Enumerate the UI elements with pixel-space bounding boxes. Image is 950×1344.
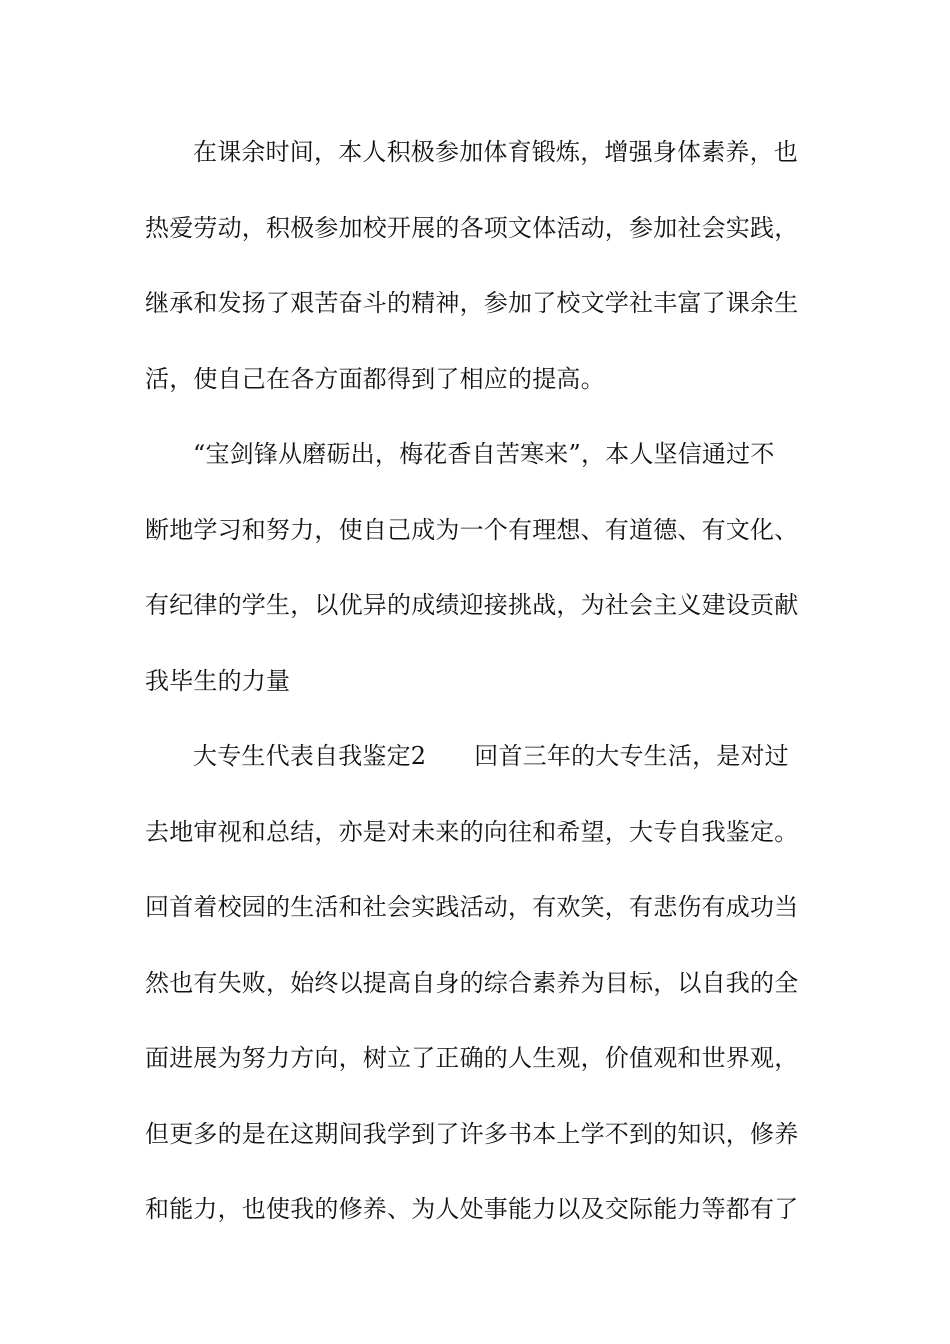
- paragraph-line: 断地学习和努力，使自己成为一个有理想、有道德、有文化、: [145, 515, 799, 544]
- paragraph-line: “宝剑锋从磨砺出，梅花香自苦寒来”，本人坚信通过不: [193, 440, 775, 468]
- paragraph-line: 有纪律的学生，以优异的成绩迎接挑战，为社会主义建设贡献: [145, 591, 799, 619]
- paragraph-line: 继承和发扬了艰苦奋斗的精神，参加了校文学社丰富了课余生: [145, 289, 799, 317]
- document-body: [145, 126, 807, 1259]
- section-heading-line: [145, 730, 807, 806]
- paragraph-line: 热爱劳动，积极参加校开展的各项文体活动，参加社会实践，: [145, 213, 799, 242]
- section-heading: 大专生代表自我鉴定2: [193, 742, 427, 770]
- paragraph-line: 去地审视和总结，亦是对未来的向往和希望，大专自我鉴定。: [145, 817, 799, 846]
- paragraph-line: 但更多的是在这期间我学到了许多书本上学不到的知识，修养: [145, 1119, 799, 1148]
- paragraph-line: 面进展为努力方向，树立了正确的人生观，价值观和世界观，: [145, 1044, 799, 1072]
- paragraph-line: 然也有失败，始终以提高自身的综合素养为目标，以自我的全: [145, 968, 799, 997]
- paragraph-line: 我毕生的力量: [145, 666, 291, 695]
- paragraph-line: 活，使自己在各方面都得到了相应的提高。: [145, 364, 605, 393]
- paragraph-line: 回首着校园的生活和社会实践活动，有欢笑，有悲伤有成功当: [145, 893, 799, 921]
- paragraph-line: 和能力，也使我的修养、为人处事能力以及交际能力等都有了: [145, 1195, 799, 1223]
- paragraph-line: 回首三年的大专生活，是对过: [474, 742, 789, 770]
- paragraph-line: 在课余时间，本人积极参加体育锻炼，增强身体素养，也: [193, 138, 798, 166]
